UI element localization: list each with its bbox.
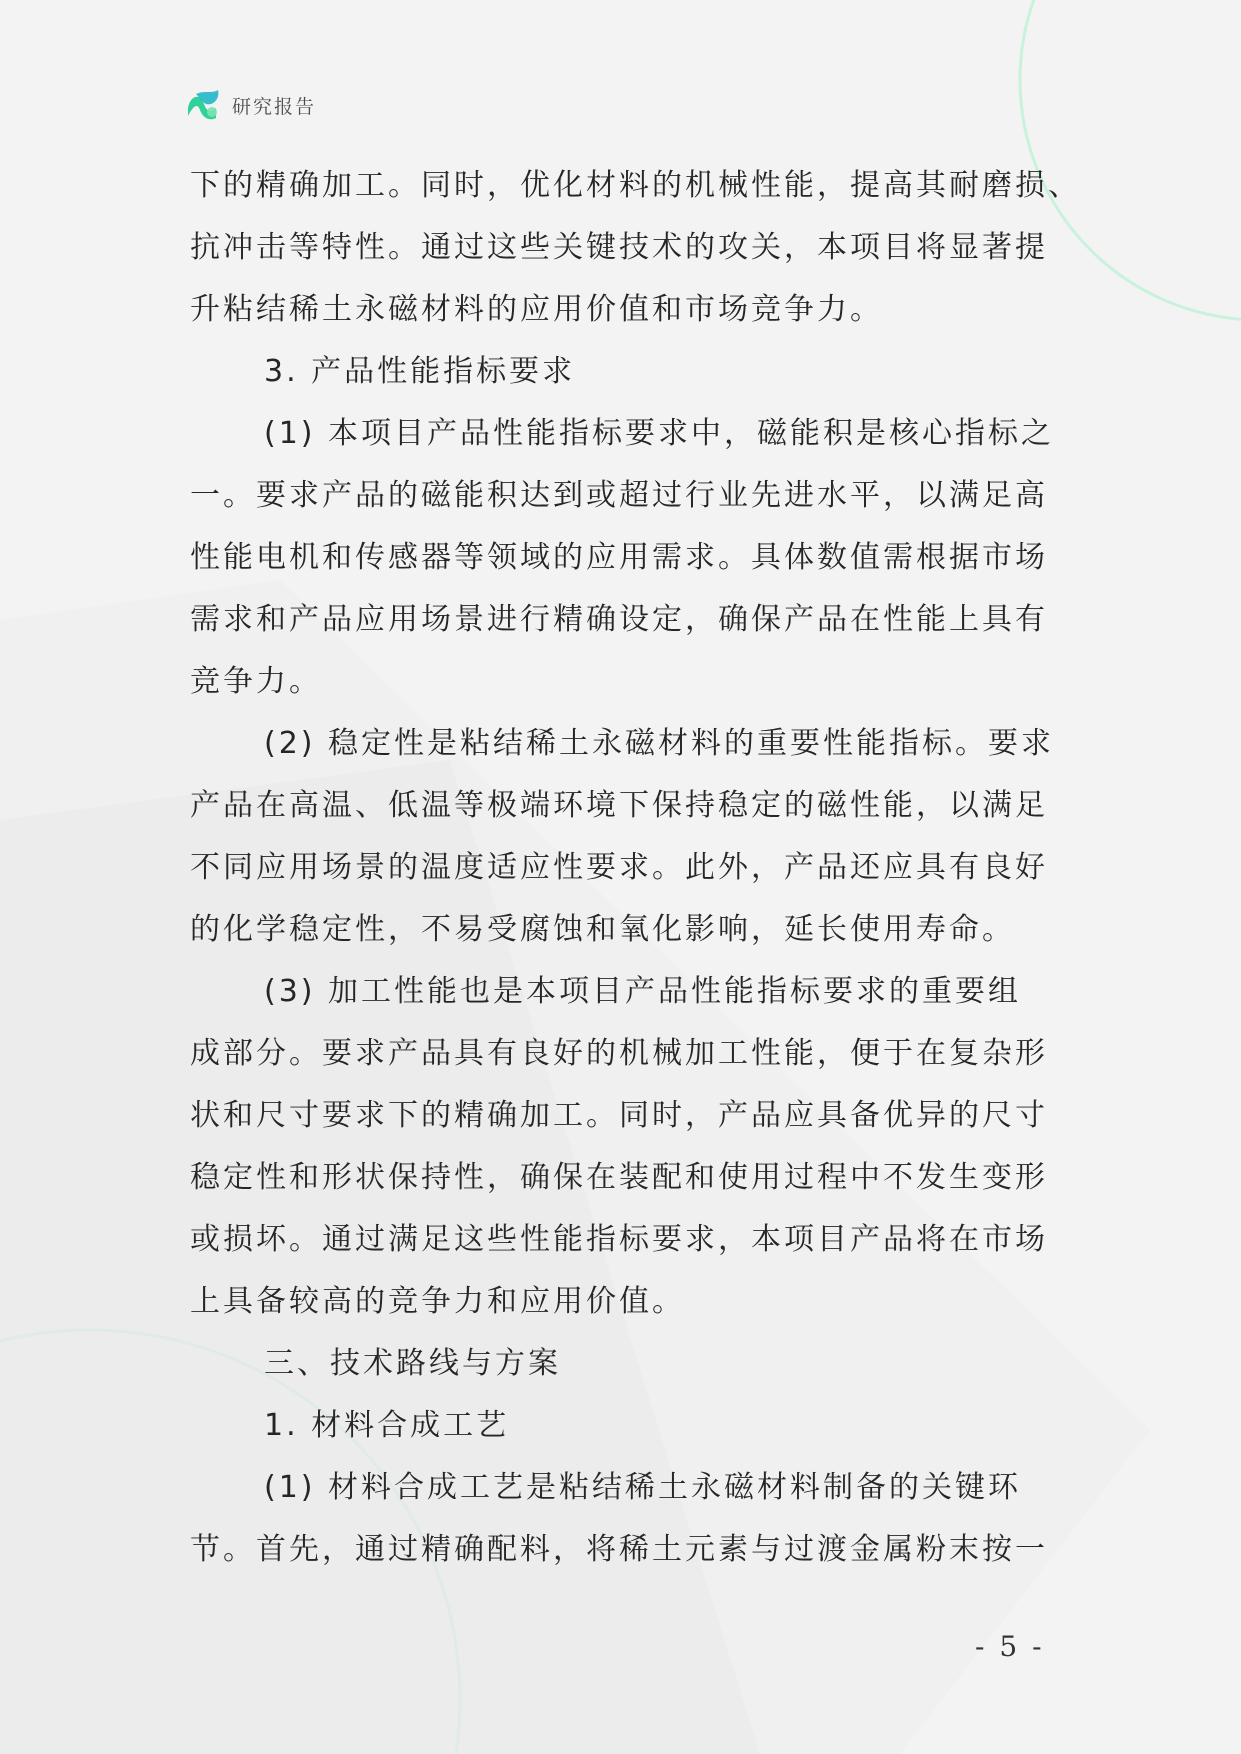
text-line: 产品在高温、低温等极端环境下保持稳定的磁性能，以满足 <box>190 788 1048 823</box>
text-line: (1) 本项目产品性能指标要求中，磁能积是核心指标之 <box>264 416 1055 451</box>
text-line: 或损坏。通过满足这些性能指标要求，本项目产品将在市场 <box>190 1222 1048 1257</box>
text-line: 3. 产品性能指标要求 <box>264 354 576 389</box>
text-line: 上具备较高的竞争力和应用价值。 <box>190 1284 685 1319</box>
text-line: 竞争力。 <box>190 664 322 699</box>
text-line: 节。首先，通过精确配料，将稀土元素与过渡金属粉末按一 <box>190 1532 1048 1567</box>
text-line: 三、技术路线与方案 <box>264 1346 561 1381</box>
text-line: 下的精确加工。同时，优化材料的机械性能，提高其耐磨损、 <box>190 168 1081 203</box>
decorative-arc-top-right <box>1020 0 1241 320</box>
body-text <box>190 155 1081 1581</box>
page-number: - 5 - <box>975 1630 1045 1663</box>
text-line: 需求和产品应用场景进行精确设定，确保产品在性能上具有 <box>190 602 1048 637</box>
header-title: 研究报告 <box>232 95 317 118</box>
text-line: 不同应用场景的温度适应性要求。此外，产品还应具有良好 <box>190 850 1048 885</box>
text-line: 1. 材料合成工艺 <box>264 1408 510 1443</box>
leaf-logo-icon <box>186 88 222 122</box>
text-line: (3) 加工性能也是本项目产品性能指标要求的重要组 <box>264 974 1022 1009</box>
text-line: 稳定性和形状保持性，确保在装配和使用过程中不发生变形 <box>190 1160 1048 1195</box>
text-line: 性能电机和传感器等领域的应用需求。具体数值需根据市场 <box>190 540 1048 575</box>
text-line: (2) 稳定性是粘结稀土永磁材料的重要性能指标。要求 <box>264 726 1055 761</box>
text-line: 升粘结稀土永磁材料的应用价值和市场竞争力。 <box>190 292 883 327</box>
text-line: 抗冲击等特性。通过这些关键技术的攻关，本项目将显著提 <box>190 230 1048 265</box>
report-header <box>186 88 316 122</box>
text-line: 状和尺寸要求下的精确加工。同时，产品应具备优异的尺寸 <box>190 1098 1048 1133</box>
text-line: 的化学稳定性，不易受腐蚀和氧化影响，延长使用寿命。 <box>190 912 1015 947</box>
text-line: 一。要求产品的磁能积达到或超过行业先进水平，以满足高 <box>190 478 1048 513</box>
text-line: (1) 材料合成工艺是粘结稀土永磁材料制备的关键环 <box>264 1470 1022 1505</box>
text-line: 成部分。要求产品具有良好的机械加工性能，便于在复杂形 <box>190 1036 1048 1071</box>
